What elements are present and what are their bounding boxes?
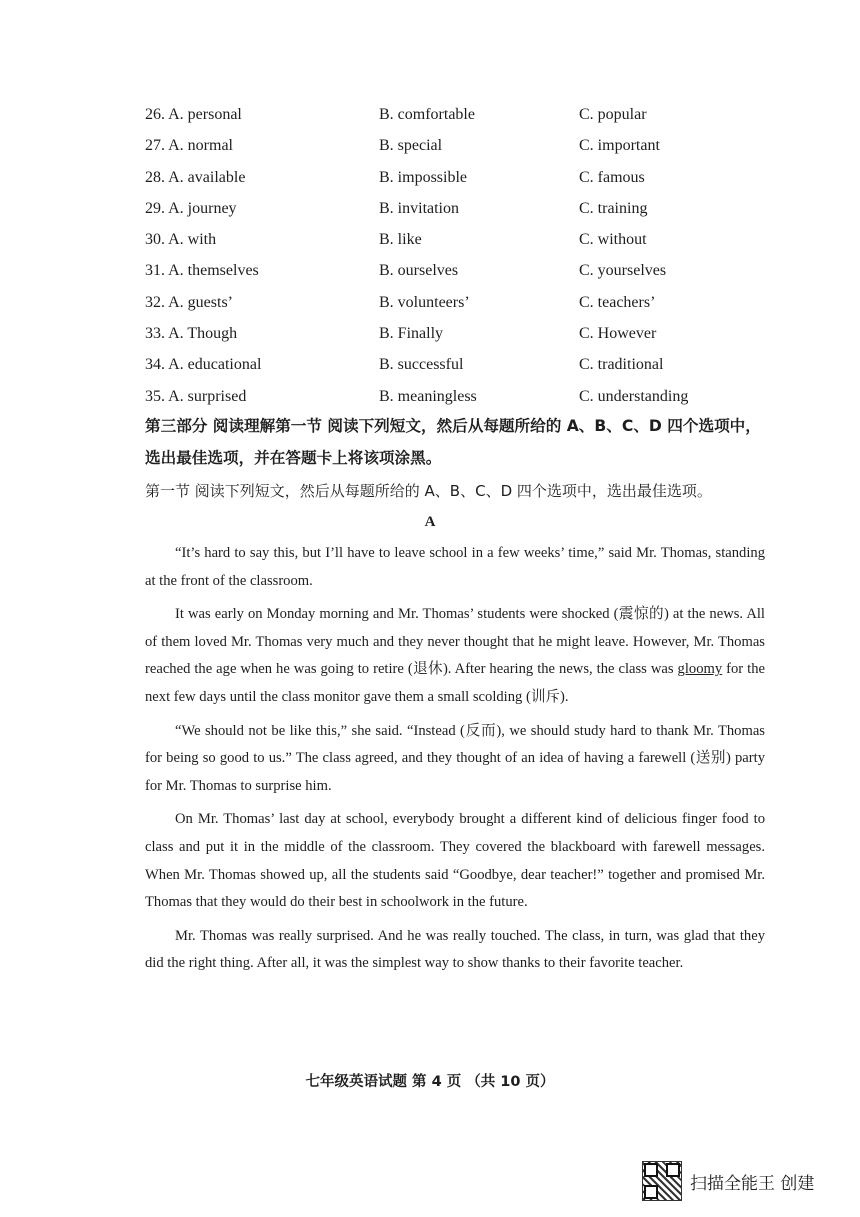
option-row [145,197,745,228]
paragraph: On Mr. Thomas’ last day at school, everybody brought a different kind of delicious finger food to class and put it in the middle of the classroom. They covered the blackboard with farewell messages. When Mr. Thomas showed up, all the students said “Goodbye, dear teacher!” together and promised Mr. Thomas that they would do their best in schoolwork in the future. [145,811,765,911]
option-b: B. ourselves [379,262,459,280]
option-c: C. understanding [579,387,689,405]
option-c: C. teachers’ [579,293,656,311]
option-c: C. training [579,199,648,217]
scanner-watermark [642,1162,814,1200]
underlined-word: gloomy [677,661,723,678]
section-instructions: 第一节 阅读下列短文，然后从每题所给的 A、B、C、D 四个选项中，选出最佳选项，并在答题卡上将该项涂黑。 [145,417,761,467]
watermark-text: 扫描全能王 创建 [690,1173,815,1194]
option-row [145,353,745,384]
section-title: 第三部分 阅读理解 [145,417,276,435]
option-b: B. invitation [379,199,459,217]
option-b: B. meaningless [379,387,477,405]
section-subheading: 第一节 阅读下列短文，然后从每题所给的 A、B、C、D 四个选项中，选出最佳选项。 [145,482,712,500]
option-a: 34. A. educational [145,356,262,374]
option-b: B. successful [379,356,464,374]
option-b: B. comfortable [379,106,475,123]
option-c: C. important [579,137,660,155]
option-c: C. However [579,325,657,343]
option-c: C. famous [579,168,645,186]
option-row [145,291,745,322]
option-a: 32. A. guests’ [145,293,233,311]
paragraph [145,601,765,711]
paragraph: Mr. Thomas was really surprised. And he was really touched. The class, in turn, was glad that they did the right thing. After all, it was the simplest way to show thanks to their favorite teacher. [145,927,765,972]
option-b: B. special [379,137,443,155]
option-c: C. popular [579,106,647,123]
qr-code-icon [642,1161,682,1201]
answer-options [145,103,745,416]
paragraph-text: for the next few days until the class monitor gave them a small scolding (训斥). [145,661,765,705]
option-row [145,134,745,165]
option-row [145,322,745,353]
option-c: C. without [579,231,647,249]
option-row [145,166,745,197]
reading-passage [145,540,765,984]
option-row [145,228,745,259]
passage-letter: A [424,514,436,530]
option-b: B. volunteers’ [379,293,470,311]
option-row [145,103,745,134]
option-a: 35. A. surprised [145,387,247,405]
page-footer: 七年级英语试题 第 4 页 （共 10 页） [305,1074,555,1090]
option-a: 27. A. normal [145,137,233,155]
option-a: 26. A. personal [145,106,242,123]
option-a: 30. A. with [145,231,217,249]
option-c: C. traditional [579,356,664,374]
option-a: 29. A. journey [145,199,237,217]
option-b: B. impossible [379,168,468,186]
paragraph-text: It was early on Monday morning and Mr. Thomas’ students were shocked (震惊的) at the news. All of them loved Mr. Thomas very much and they never thought that he might leave. However, Mr. Thomas reached the age when he was going to retire (退休). After hearing the news, the class was [145,606,765,678]
option-c: C. yourselves [579,262,667,280]
option-b: B. like [379,231,422,249]
paragraph: “We should not be like this,” she said. “Instead (反而), we should study hard to thank Mr. Thomas for being so good to us.” The class agreed, and they thought of an idea of having a farewell (送别) party for Mr. Thomas to surprise him. [145,722,765,794]
option-a: 28. A. available [145,168,246,186]
option-b: B. Finally [379,325,444,343]
option-row [145,259,745,290]
paragraph: “It’s hard to say this, but I’ll have to leave school in a few weeks’ time,” said Mr. Thomas, standing at the front of the classroom. [145,545,765,589]
section-heading [145,410,775,474]
option-a: 31. A. themselves [145,262,259,280]
option-a: 33. A. Though [145,325,238,343]
